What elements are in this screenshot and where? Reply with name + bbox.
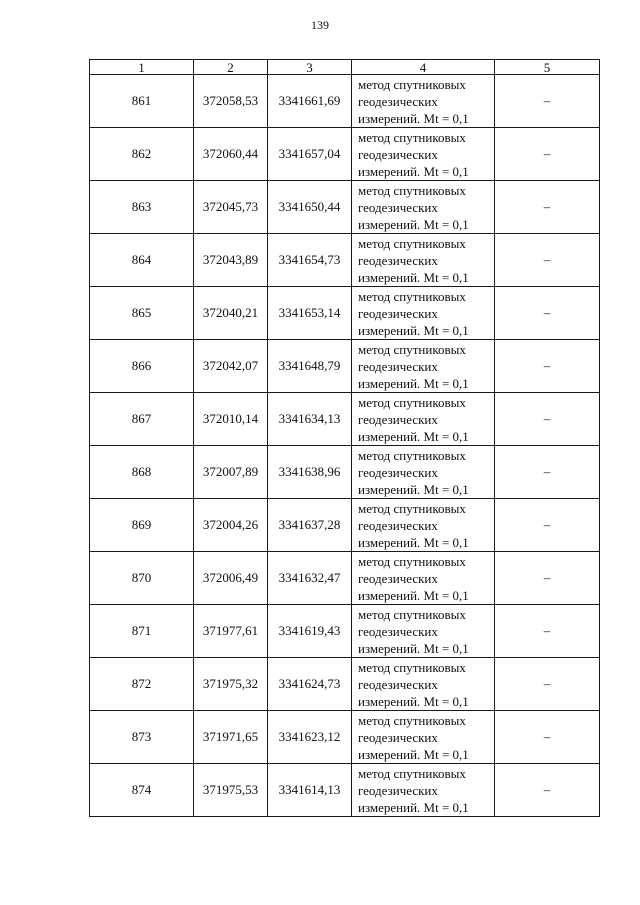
- note-cell: –: [495, 552, 600, 605]
- method-cell: [352, 711, 495, 764]
- table-row: [90, 287, 600, 340]
- point-number-cell: 874: [90, 764, 194, 817]
- method-line: геодезических: [358, 517, 438, 533]
- coordinates-table: [89, 59, 600, 817]
- method-line: геодезических: [358, 358, 438, 374]
- method-line: измерений. Mt = 0,1: [358, 481, 469, 497]
- header-col-4: 4: [352, 60, 495, 75]
- method-line: измерений. Mt = 0,1: [358, 269, 469, 285]
- table-row: [90, 128, 600, 181]
- x-coordinate-cell: 371975,32: [194, 658, 268, 711]
- method-line: метод спутниковых: [358, 235, 466, 251]
- x-coordinate-cell: 372006,49: [194, 552, 268, 605]
- y-coordinate-cell: 3341624,73: [268, 658, 352, 711]
- table-header-row: [90, 60, 600, 75]
- table-row: [90, 711, 600, 764]
- point-number-cell: 862: [90, 128, 194, 181]
- method-line: измерений. Mt = 0,1: [358, 216, 469, 232]
- point-number-cell: 863: [90, 181, 194, 234]
- note-cell: –: [495, 658, 600, 711]
- method-line: геодезических: [358, 570, 438, 586]
- y-coordinate-cell: 3341634,13: [268, 393, 352, 446]
- method-line: метод спутниковых: [358, 341, 466, 357]
- method-line: метод спутниковых: [358, 288, 466, 304]
- method-line: метод спутниковых: [358, 129, 466, 145]
- method-line: измерений. Mt = 0,1: [358, 534, 469, 550]
- x-coordinate-cell: 371977,61: [194, 605, 268, 658]
- method-line: измерений. Mt = 0,1: [358, 428, 469, 444]
- method-cell: [352, 552, 495, 605]
- table-row: [90, 393, 600, 446]
- method-cell: [352, 446, 495, 499]
- method-line: геодезических: [358, 411, 438, 427]
- point-number-cell: 870: [90, 552, 194, 605]
- method-cell: [352, 393, 495, 446]
- note-cell: –: [495, 287, 600, 340]
- method-line: метод спутниковых: [358, 606, 466, 622]
- header-col-2: 2: [194, 60, 268, 75]
- note-cell: –: [495, 181, 600, 234]
- method-cell: [352, 75, 495, 128]
- note-cell: –: [495, 499, 600, 552]
- y-coordinate-cell: 3341661,69: [268, 75, 352, 128]
- method-line: метод спутниковых: [358, 659, 466, 675]
- y-coordinate-cell: 3341637,28: [268, 499, 352, 552]
- method-line: геодезических: [358, 464, 438, 480]
- point-number-cell: 867: [90, 393, 194, 446]
- method-line: геодезических: [358, 676, 438, 692]
- method-cell: [352, 128, 495, 181]
- method-line: геодезических: [358, 623, 438, 639]
- method-line: измерений. Mt = 0,1: [358, 799, 469, 815]
- x-coordinate-cell: 372004,26: [194, 499, 268, 552]
- point-number-cell: 864: [90, 234, 194, 287]
- table-row: [90, 605, 600, 658]
- method-cell: [352, 181, 495, 234]
- table-row: [90, 181, 600, 234]
- point-number-cell: 873: [90, 711, 194, 764]
- method-line: метод спутниковых: [358, 500, 466, 516]
- note-cell: –: [495, 128, 600, 181]
- method-line: метод спутниковых: [358, 182, 466, 198]
- point-number-cell: 871: [90, 605, 194, 658]
- x-coordinate-cell: 372058,53: [194, 75, 268, 128]
- y-coordinate-cell: 3341619,43: [268, 605, 352, 658]
- table-row: [90, 552, 600, 605]
- method-line: геодезических: [358, 93, 438, 109]
- point-number-cell: 872: [90, 658, 194, 711]
- method-cell: [352, 499, 495, 552]
- method-line: измерений. Mt = 0,1: [358, 640, 469, 656]
- method-cell: [352, 234, 495, 287]
- note-cell: –: [495, 234, 600, 287]
- method-line: метод спутниковых: [358, 712, 466, 728]
- note-cell: –: [495, 711, 600, 764]
- method-line: измерений. Mt = 0,1: [358, 375, 469, 391]
- x-coordinate-cell: 372040,21: [194, 287, 268, 340]
- table-row: [90, 764, 600, 817]
- note-cell: –: [495, 393, 600, 446]
- note-cell: –: [495, 605, 600, 658]
- method-line: измерений. Mt = 0,1: [358, 322, 469, 338]
- x-coordinate-cell: 372010,14: [194, 393, 268, 446]
- note-cell: –: [495, 764, 600, 817]
- method-line: метод спутниковых: [358, 553, 466, 569]
- y-coordinate-cell: 3341632,47: [268, 552, 352, 605]
- note-cell: –: [495, 75, 600, 128]
- method-cell: [352, 658, 495, 711]
- x-coordinate-cell: 371975,53: [194, 764, 268, 817]
- y-coordinate-cell: 3341623,12: [268, 711, 352, 764]
- method-line: измерений. Mt = 0,1: [358, 110, 469, 126]
- method-line: геодезических: [358, 146, 438, 162]
- method-line: геодезических: [358, 252, 438, 268]
- method-line: метод спутниковых: [358, 76, 466, 92]
- x-coordinate-cell: 372060,44: [194, 128, 268, 181]
- x-coordinate-cell: 372042,07: [194, 340, 268, 393]
- method-line: геодезических: [358, 199, 438, 215]
- method-line: измерений. Mt = 0,1: [358, 587, 469, 603]
- y-coordinate-cell: 3341638,96: [268, 446, 352, 499]
- header-col-3: 3: [268, 60, 352, 75]
- header-col-5: 5: [495, 60, 600, 75]
- method-line: метод спутниковых: [358, 447, 466, 463]
- page-number: 139: [311, 18, 329, 32]
- x-coordinate-cell: 372043,89: [194, 234, 268, 287]
- note-cell: –: [495, 446, 600, 499]
- point-number-cell: 869: [90, 499, 194, 552]
- y-coordinate-cell: 3341648,79: [268, 340, 352, 393]
- point-number-cell: 866: [90, 340, 194, 393]
- x-coordinate-cell: 372007,89: [194, 446, 268, 499]
- method-cell: [352, 764, 495, 817]
- y-coordinate-cell: 3341654,73: [268, 234, 352, 287]
- table-row: [90, 499, 600, 552]
- method-cell: [352, 287, 495, 340]
- method-line: измерений. Mt = 0,1: [358, 693, 469, 709]
- method-line: геодезических: [358, 729, 438, 745]
- method-cell: [352, 605, 495, 658]
- method-line: измерений. Mt = 0,1: [358, 746, 469, 762]
- table-body: [90, 75, 600, 817]
- x-coordinate-cell: 371971,65: [194, 711, 268, 764]
- table-row: [90, 658, 600, 711]
- method-line: геодезических: [358, 305, 438, 321]
- table-row: [90, 446, 600, 499]
- y-coordinate-cell: 3341614,13: [268, 764, 352, 817]
- point-number-cell: 861: [90, 75, 194, 128]
- header-col-1: 1: [90, 60, 194, 75]
- method-line: геодезических: [358, 782, 438, 798]
- method-line: измерений. Mt = 0,1: [358, 163, 469, 179]
- table-row: [90, 234, 600, 287]
- method-line: метод спутниковых: [358, 765, 466, 781]
- x-coordinate-cell: 372045,73: [194, 181, 268, 234]
- y-coordinate-cell: 3341653,14: [268, 287, 352, 340]
- y-coordinate-cell: 3341650,44: [268, 181, 352, 234]
- method-line: метод спутниковых: [358, 394, 466, 410]
- table-row: [90, 75, 600, 128]
- note-cell: –: [495, 340, 600, 393]
- method-cell: [352, 340, 495, 393]
- table-row: [90, 340, 600, 393]
- point-number-cell: 865: [90, 287, 194, 340]
- point-number-cell: 868: [90, 446, 194, 499]
- y-coordinate-cell: 3341657,04: [268, 128, 352, 181]
